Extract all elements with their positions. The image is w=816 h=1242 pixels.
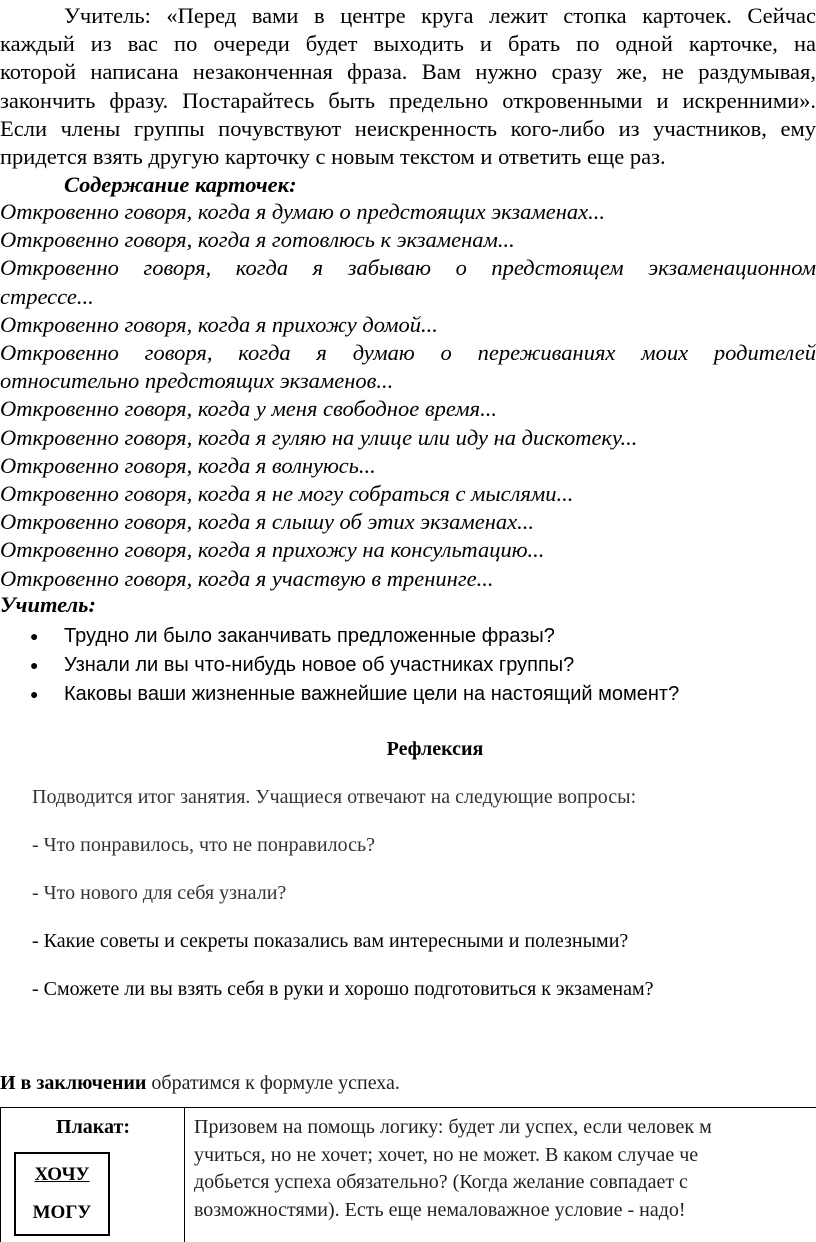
intro-paragraph — [0, 2, 816, 171]
poster-word-can: МОГУ — [32, 1202, 92, 1223]
question-item — [0, 651, 679, 680]
poster-cell — [1, 1108, 185, 1242]
poster-label: Плакат: — [56, 1116, 130, 1138]
card-phrase-line: стрессе... — [0, 283, 94, 309]
logic-text-line: возможностями). Есть еще немаловажное условие - надо! — [194, 1198, 686, 1221]
cards-heading: Содержание карточек: — [64, 172, 297, 197]
conclusion-text: обратимся к формуле успеха. — [146, 1072, 400, 1094]
card-phrase: Откровенно говоря, когда я участвую в тренинге... — [0, 565, 494, 591]
poster-box — [14, 1152, 110, 1236]
cards-list — [0, 198, 816, 593]
logic-text-line: учиться, но не хочет; хочет, но не может. В каком случае че — [194, 1143, 699, 1166]
poster-word-want: ХОЧУ — [34, 1164, 90, 1185]
question-text: Каковы ваши жизненные важнейшие цели на настоящий момент? — [64, 683, 680, 705]
logic-text-line: добьется успеха обязательно? (Когда желание совпадает с — [194, 1171, 688, 1193]
formula-table — [0, 1107, 816, 1242]
card-phrase: Откровенно говоря, когда я прихожу домой... — [0, 311, 438, 337]
card-phrase: Откровенно говоря, когда я думаю о предстоящих экзаменах... — [0, 199, 606, 224]
question-list — [0, 622, 679, 709]
bullet-icon: ● — [30, 657, 39, 673]
card-phrase: Откровенно говоря, когда я готовлюсь к экзаменам... — [0, 227, 515, 253]
card-phrase-line: Откровенно говоря, когда я забываю о предстоящем экзаменационном — [0, 255, 816, 281]
card-phrase — [0, 339, 816, 395]
card-phrase: Откровенно говоря, когда я слышу об этих экзаменах... — [0, 509, 534, 535]
question-item — [0, 622, 679, 651]
bullet-icon: ● — [30, 628, 39, 644]
logic-text-line: Призовем на помощь логику: будет ли успех, если человек м — [194, 1116, 712, 1138]
reflection-question: - Что нового для себя узнали? — [32, 882, 287, 904]
card-phrase-line: Откровенно говоря, когда я думаю о переживаниях моих родителей — [0, 340, 816, 366]
card-phrase: Откровенно говоря, когда я не могу собраться с мыслями... — [0, 481, 574, 507]
intro-line: закончить фразу. Постарайтесь быть предельно откровенными и искренними». — [0, 87, 816, 113]
intro-line: каждый из вас по очереди будет выходить и брать по одной карточке, на — [0, 31, 816, 57]
intro-line: Учитель: «Перед вами в центре круга лежит стопка карточек. Сейчас — [64, 3, 816, 28]
question-item — [0, 680, 679, 709]
logic-text-cell — [194, 1114, 816, 1224]
conclusion-line — [0, 1072, 400, 1095]
reflection-question: - Что понравилось, что не понравилось? — [32, 834, 375, 856]
reflection-intro: Подводится итог занятия. Учащиеся отвечают на следующие вопросы: — [32, 786, 637, 808]
card-phrase: Откровенно говоря, когда я волнуюсь... — [0, 452, 376, 478]
reflection-question: - Сможете ли вы взять себя в руки и хорошо подготовиться к экзаменам? — [32, 978, 654, 1000]
reflection-heading: Рефлексия — [386, 738, 484, 760]
intro-line: придется взять другую карточку с новым текстом и ответить еще раз. — [0, 144, 666, 170]
intro-line: Если члены группы почувствуют неискренность кого-либо из участников, ему — [0, 115, 816, 141]
card-phrase: Откровенно говоря, когда я гуляю на улице или иду на дискотеку... — [0, 424, 638, 450]
teacher-label: Учитель: — [0, 592, 96, 617]
intro-line: которой написана незаконченная фраза. Вам нужно сразу же, не раздумывая, — [0, 59, 816, 85]
conclusion-bold: И в заключении — [0, 1072, 147, 1094]
card-phrase: Откровенно говоря, когда я прихожу на консультацию... — [0, 537, 545, 563]
card-phrase: Откровенно говоря, когда у меня свободное время... — [0, 396, 497, 422]
question-text: Узнали ли вы что-нибудь новое об участниках группы? — [64, 654, 575, 676]
card-phrase — [0, 254, 816, 310]
card-phrase-line: относительно предстоящих экзаменов... — [0, 368, 394, 394]
question-text: Трудно ли было заканчивать предложенные фразы? — [64, 625, 555, 647]
bullet-icon: ● — [30, 686, 39, 702]
reflection-question: - Какие советы и секреты показались вам интересными и полезными? — [32, 930, 629, 952]
